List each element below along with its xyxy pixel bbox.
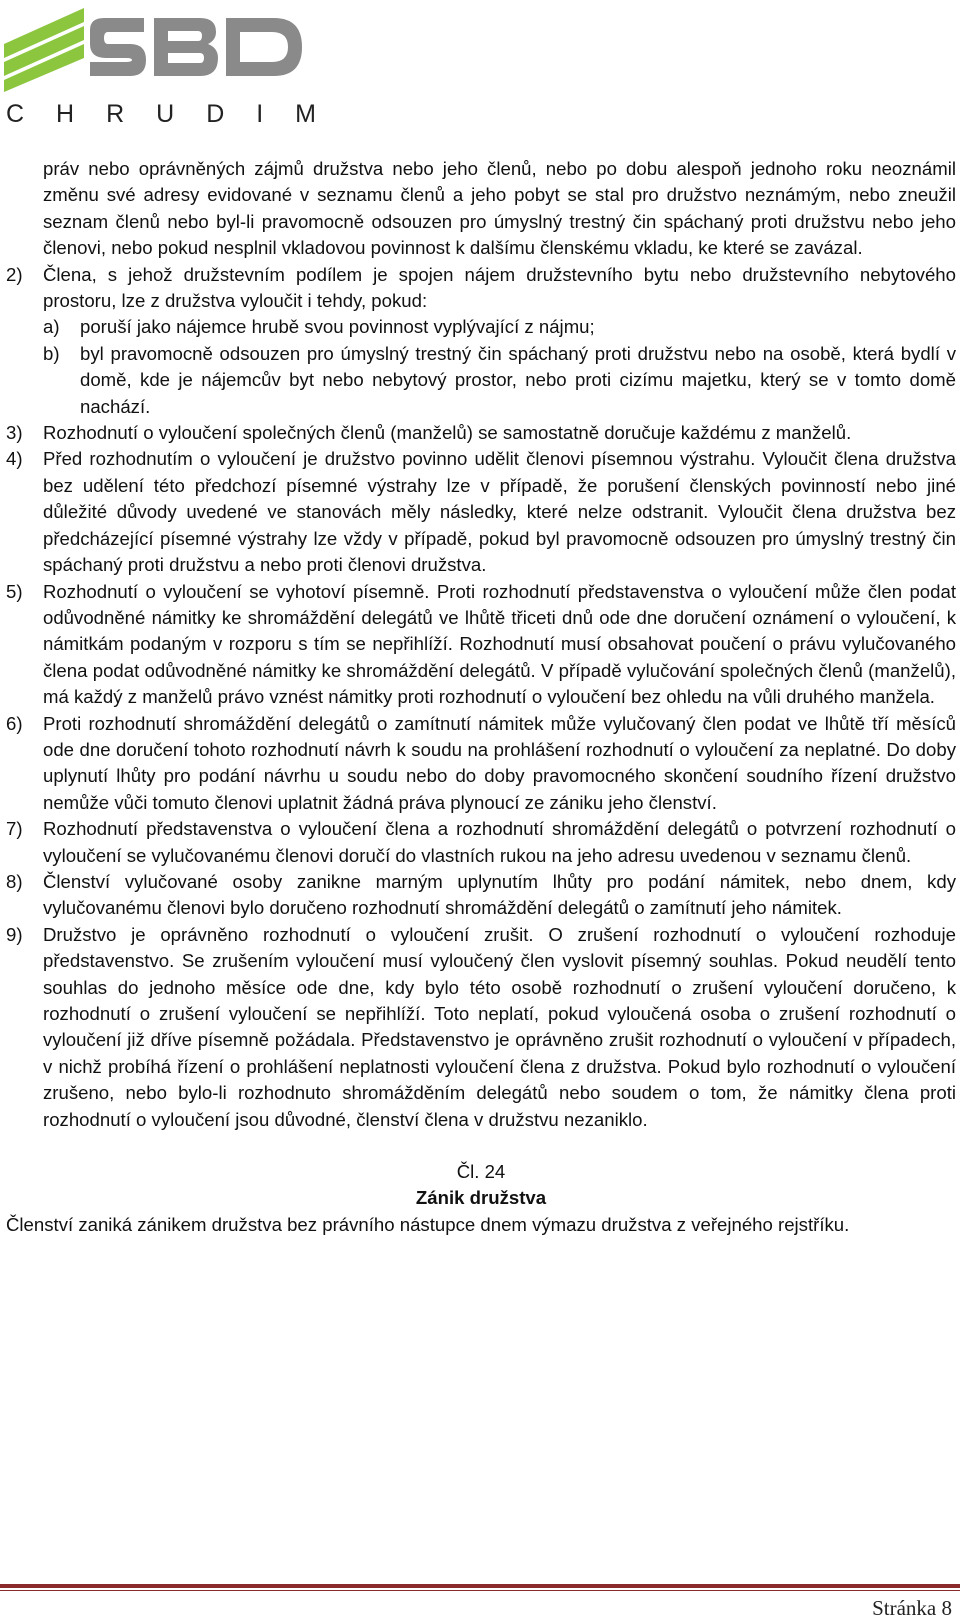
clause-number: 5) bbox=[6, 580, 23, 602]
footer-rule-thin bbox=[0, 1590, 960, 1591]
footer-rule-thick bbox=[0, 1584, 960, 1588]
subclause-b bbox=[6, 341, 956, 420]
logo-letter: R bbox=[106, 100, 125, 128]
clause-number: 3) bbox=[6, 422, 23, 444]
clause-7 bbox=[6, 816, 956, 869]
clause-text: Rozhodnutí o vyloučení se vyhotoví písemně. Proti rozhodnutí představenstva o vyloučení může člen podat odůvodněné námitky ke shromáždění delegátů ve lhůtě třiceti dnů ode dne doručení oznámení o vyloučení, k námitkám podaným v rozporu s tím se nepřihlíží. Rozhodnutí musí obsahovat poučení o právu vylučovaného člena podat odůvodněné námitky ke shromáždění delegátů. V případě vylučování společných členů (manželů), má každý z manželů právo vznést námitky proti rozhodnutí o vyloučení bez ohledu na vůli druhého manžela. bbox=[43, 580, 956, 708]
logo-letter: H bbox=[56, 100, 75, 128]
clause-text: Proti rozhodnutí shromáždění delegátů o zamítnutí námitek může vylučovaný člen podat ve lhůtě tří měsíců ode dne doručení tohoto rozhodnutí návrh k soudu na prohlášení rozhodnutí o vyloučení za neplatné. Do doby uplynutí lhůty pro podání návrhu u soudu nebo do doby pravomocného skončení soudního řízení družstvo nemůže vůči tomuto členovi uplatnit žádná práva plynoucí ze zániku jeho členství. bbox=[43, 712, 956, 813]
clause-text: Před rozhodnutím o vyloučení je družstvo povinno udělit členovi písemnou výstrahu. Vyloučit člena družstva bez udělení této předchozí písemné výstrahy lze v případě, že porušení členských povinností nebo jiné důležité důvody uvedené ve stanovách měly následky, které nelze odstranit. Vyloučit člena družstva bez předcházející písemné výstrahy lze vždy v případě, pokud byl pravomocně odsouzen pro úmyslný trestný čin spáchaný proti družstvu a nebo proti členovi družstva. bbox=[43, 448, 956, 576]
subclause-letter: a) bbox=[43, 316, 60, 338]
document-body bbox=[6, 156, 956, 1238]
clause-8 bbox=[6, 869, 956, 922]
clause-number: 2) bbox=[6, 263, 23, 285]
sbd-logo-mark bbox=[4, 4, 324, 104]
clause-6 bbox=[6, 711, 956, 817]
paragraph-continuation: práv nebo oprávněných zájmů družstva nebo jeho členů, nebo po dobu alespoň jednoho roku neoznámil změnu své adresy evidované v seznamu členů a jeho pobyt se stal pro družstvo neznámým, nebo zneužil seznam členů nebo byl-li pravomocně odsouzen pro úmyslný trestný čin spáchaný proti družstvu nebo jeho členovi, nebo pokud nesplnil vkladovou povinnost k dalšímu členskému vkladu, ke které se zavázal. bbox=[43, 158, 956, 259]
subclause-text: byl pravomocně odsouzen pro úmyslný trestný čin spáchaný proti družstvu nebo na osobě, která bydlí v domě, kde je nájemcův byt nebo nebytový prostor, nebo proti cizímu majetku, který se v tomto domě nachází. bbox=[80, 342, 956, 417]
logo-letter: U bbox=[156, 100, 175, 128]
logo-letter: D bbox=[206, 100, 225, 128]
clause-number: 9) bbox=[6, 923, 23, 945]
clause-3 bbox=[6, 420, 956, 446]
article-title: Zánik družstva bbox=[415, 1187, 547, 1209]
clause-number: 7) bbox=[6, 818, 23, 840]
logo-letter: I bbox=[256, 100, 264, 128]
clause-9 bbox=[6, 922, 956, 1133]
clause-text: Člena, s jehož družstevním podílem je spojen nájem družstevního bytu nebo družstevního nebytového prostoru, lze z družstva vyloučit i tehdy, pokud: bbox=[43, 263, 956, 312]
page-number: Stránka 8 bbox=[872, 1596, 952, 1620]
clause-text: Rozhodnutí o vyloučení společných členů (manželů) se samostatně doručuje každému z manželů. bbox=[43, 422, 852, 444]
subclause-a bbox=[6, 314, 956, 340]
logo-letter: C bbox=[6, 100, 25, 128]
logo-city-label bbox=[6, 100, 316, 129]
logo-letter: M bbox=[295, 100, 316, 128]
clause-2 bbox=[6, 262, 956, 315]
subclause-text: poruší jako nájemce hrubě svou povinnost vyplývající z nájmu; bbox=[80, 316, 595, 338]
clause-text: Rozhodnutí představenstva o vyloučení člena a rozhodnutí shromáždění delegátů o potvrzení rozhodnutí o vyloučení se vylučovanému členovi doručí do vlastních rukou na jeho adresu uvedenou v seznamu členů. bbox=[43, 818, 956, 866]
article-text: Členství zaniká zánikem družstva bez právního nástupce dnem výmazu družstva z veřejného rejstříku. bbox=[6, 1213, 850, 1235]
clause-text: Členství vylučované osoby zanikne marným uplynutím lhůty pro podání námitek, nebo dnem, kdy vylučovanému členovi bylo doručeno rozhodnutí shromáždění delegátů o zamítnutí jeho námitek. bbox=[43, 870, 956, 919]
clause-5 bbox=[6, 579, 956, 711]
clause-number: 8) bbox=[6, 870, 23, 892]
clause-4 bbox=[6, 446, 956, 578]
clause-number: 6) bbox=[6, 712, 23, 734]
clause-number: 4) bbox=[6, 448, 23, 470]
clause-text: Družstvo je oprávněno rozhodnutí o vyloučení zrušit. O zrušení rozhodnutí o vyloučení rozhoduje představenstvo. Se zrušením vyloučení musí vyloučený člen vyslovit písemný souhlas. Pokud neudělí tento souhlas do jednoho měsíce ode dne, kdy bylo této osobě rozhodnutí o zrušení vyloučení doručeno, k rozhodnutí o zrušení vyloučení se nepřihlíží. Toto neplatí, pokud vyloučená osoba o zrušení rozhodnutí o vyloučení již dříve písemně požádala. Představenstvo je oprávněno zrušit rozhodnutí o vyloučení v případech, v nichž probíhá řízení o prohlášení neplatnosti vyloučení člena z družstva. Pokud bylo rozhodnutí o vyloučení zrušeno, nebo bylo-li rozhodnuto shromážděním delegátů nebo soudem o tom, že námitky člena proti rozhodnutí o vyloučení jsou důvodné, členství člena v družstvu nezaniklo. bbox=[43, 923, 956, 1130]
subclause-letter: b) bbox=[43, 342, 60, 364]
article-number: Čl. 24 bbox=[456, 1161, 506, 1183]
